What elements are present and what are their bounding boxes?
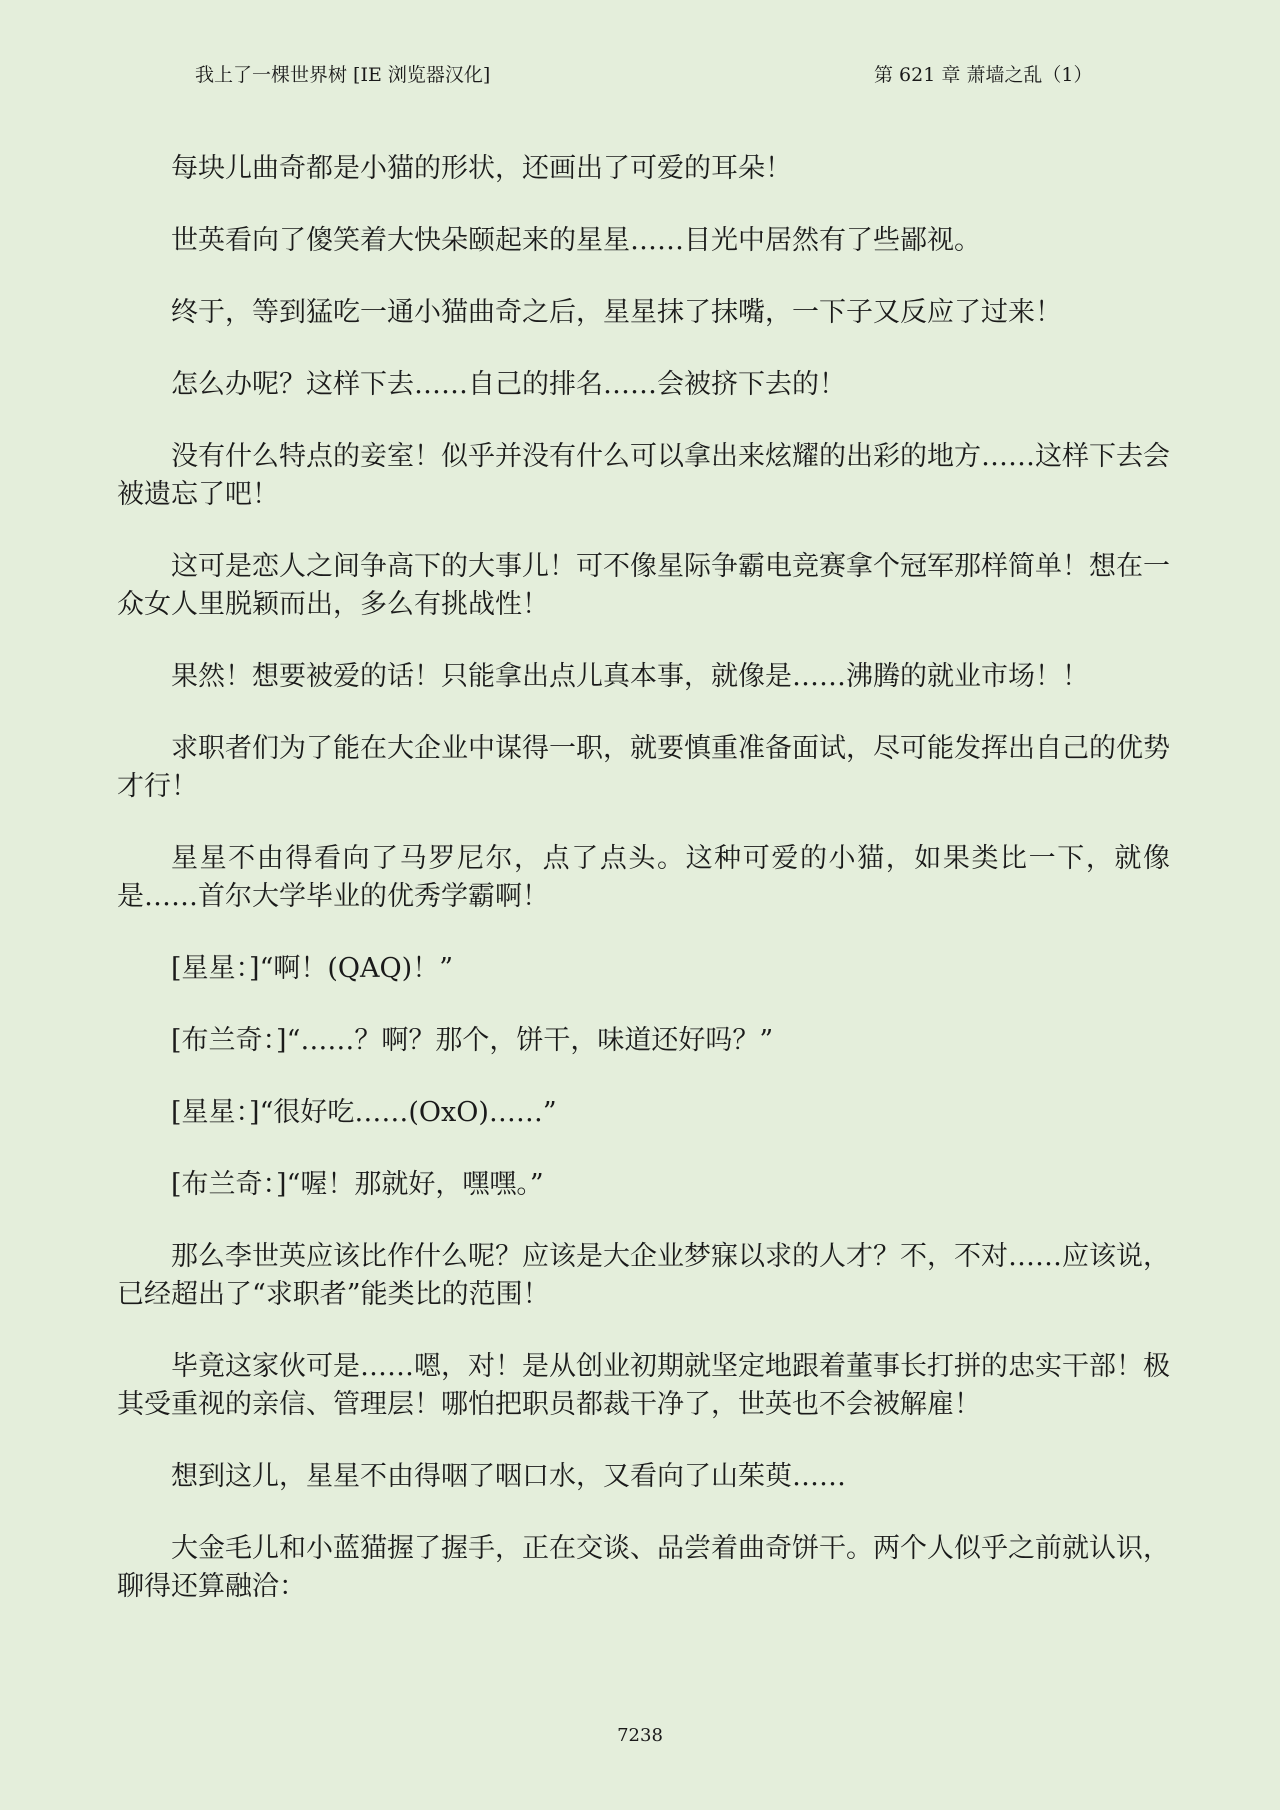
paragraph: 想到这儿，星星不由得咽了咽口水，又看向了山茱萸…… xyxy=(171,1461,846,1492)
dialogue-line: [星星：]“很好吃……(OxO)……” xyxy=(171,1097,557,1128)
paragraph: 世英看向了傻笑着大快朵颐起来的星星……目光中居然有了些鄙视。 xyxy=(171,225,981,256)
book-title: 我上了一棵世界树 [IE 浏览器汉化] xyxy=(195,64,491,86)
paragraph: 每块儿曲奇都是小猫的形状，还画出了可爱的耳朵！ xyxy=(171,153,792,184)
paragraph: 这可是恋人之间争高下的大事儿！可不像星际争霸电竞赛拿个冠军那样简单！想在一众女人里脱颖而出，多么有挑战性！ xyxy=(117,551,1170,620)
paragraph: 大金毛儿和小蓝猫握了握手，正在交谈、品尝着曲奇饼干。两个人似乎之前就认识，聊得还算融洽： xyxy=(117,1533,1170,1602)
running-header xyxy=(0,60,1280,90)
paragraph: 没有什么特点的妾室！似乎并没有什么可以拿出来炫耀的出彩的地方……这样下去会被遗忘了吧！ xyxy=(117,441,1170,510)
paragraph: 终于，等到猛吃一通小猫曲奇之后，星星抹了抹嘴，一下子又反应了过来！ xyxy=(171,297,1062,328)
paragraph: 星星不由得看向了马罗尼尔，点了点头。这种可爱的小猫，如果类比一下，就像是……首尔大学毕业的优秀学霸啊！ xyxy=(117,843,1170,912)
paragraph: 果然！想要被爱的话！只能拿出点儿真本事，就像是……沸腾的就业市场！！ xyxy=(171,661,1089,692)
paragraph: 那么李世英应该比作什么呢？应该是大企业梦寐以求的人才？不，不对……应该说，已经超出了“求职者”能类比的范围！ xyxy=(117,1241,1170,1310)
dialogue-line: [星星：]“啊！(QAQ)！” xyxy=(171,953,454,984)
chapter-title: 第 621 章 萧墙之乱（1） xyxy=(874,64,1093,86)
paragraph: 毕竟这家伙可是……嗯，对！是从创业初期就坚定地跟着董事长打拼的忠实干部！极其受重视的亲信、管理层！哪怕把职员都裁干净了，世英也不会被解雇！ xyxy=(117,1351,1170,1420)
dialogue-line: [布兰奇：]“……？啊？那个，饼干，味道还好吗？” xyxy=(171,1025,774,1056)
page-number: 7238 xyxy=(617,1725,663,1746)
paragraph: 求职者们为了能在大企业中谋得一职，就要慎重准备面试，尽可能发挥出自己的优势才行！ xyxy=(117,733,1170,802)
body-text xyxy=(117,150,1170,1640)
dialogue-line: [布兰奇：]“喔！那就好，嘿嘿。” xyxy=(171,1169,544,1200)
paragraph: 怎么办呢？这样下去……自己的排名……会被挤下去的！ xyxy=(171,369,846,400)
